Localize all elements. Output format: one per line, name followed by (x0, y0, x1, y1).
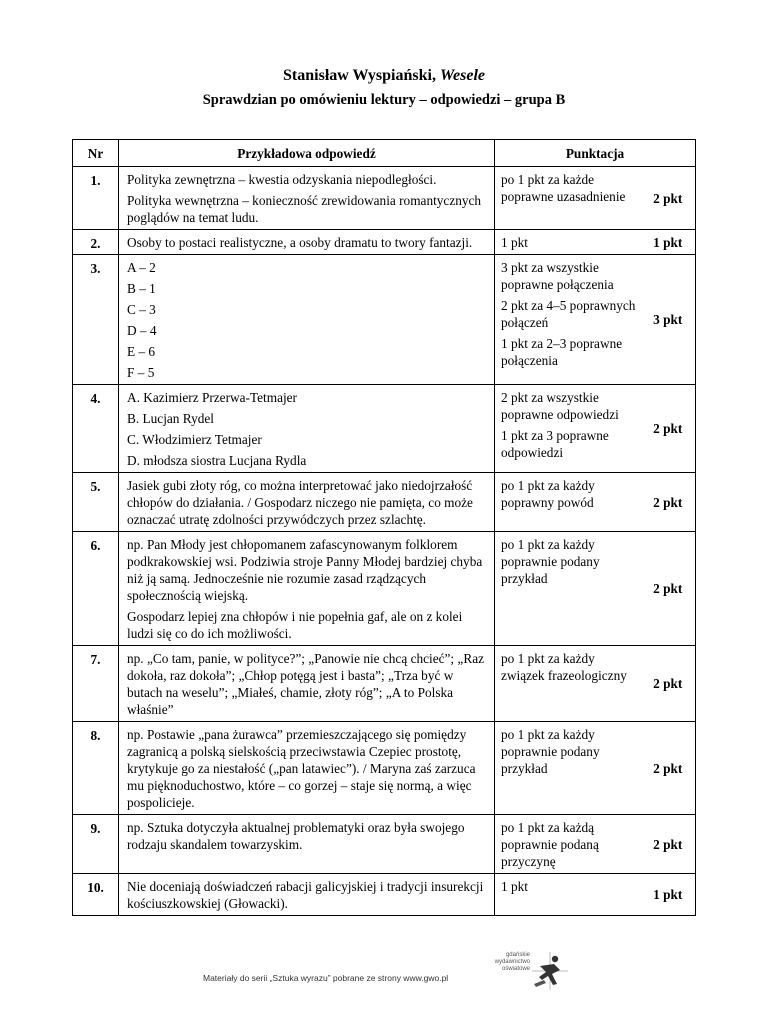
row-number: 8. (73, 722, 119, 815)
header-scoring: Punktacja (495, 140, 696, 167)
document-subtitle: Sprawdzian po omówieniu lektury – odpowiedzi – grupa B (202, 92, 566, 108)
criteria-text: po 1 pkt za każdy związek frazeologiczny (501, 651, 627, 683)
row-number: 10. (73, 874, 119, 916)
answer-cell (119, 473, 495, 532)
answer-cell (119, 532, 495, 646)
footer-text: Materiały do serii „Sztuka wyrazu” pobrane ze strony www.gwo.pl (203, 973, 449, 983)
points-cell: 2 pkt (641, 385, 696, 473)
row-number: 9. (73, 815, 119, 874)
answer-text: Osoby to postaci realistyczne, a osoby dramatu to twory fantazji. (127, 235, 473, 250)
points-cell: 2 pkt (641, 473, 696, 532)
criteria-text: po 1 pkt za każdy poprawnie podany przykład (501, 537, 600, 586)
criteria-cell (495, 722, 641, 815)
publisher-name (468, 952, 530, 973)
row-number: 5. (73, 473, 119, 532)
table-row (73, 532, 696, 646)
publisher-line: oświatowe (501, 966, 530, 972)
answer-text: Jasiek gubi złoty róg, co można interpretować jako niedojrzałość chłopów do działania. / Gospodarz niczego nie pamięta, co może oznaczać utratę zdolności przywódczych przez szlachtę. (127, 478, 473, 527)
table-row (73, 255, 696, 385)
table-row (73, 473, 696, 532)
criteria-cell (495, 385, 641, 473)
criteria-text: 1 pkt (501, 235, 528, 250)
criteria-text: po 1 pkt za każde poprawne uzasadnienie (501, 172, 626, 204)
answer-cell (119, 230, 495, 255)
criteria-cell (495, 167, 641, 230)
row-number: 1. (73, 167, 119, 230)
answer-text: F – 5 (127, 365, 155, 380)
criteria-text: 1 pkt (501, 879, 528, 894)
table-row (73, 646, 696, 722)
answer-text: Polityka zewnętrzna – kwestia odzyskania niepodległości. (127, 172, 437, 187)
criteria-text: po 1 pkt za każdy poprawnie podany przykład (501, 727, 600, 776)
criteria-text: 1 pkt za 2–3 poprawne połączenia (501, 336, 623, 368)
answer-text: A – 2 (127, 260, 156, 275)
table-row (73, 815, 696, 874)
criteria-cell (495, 255, 641, 385)
table-row (73, 167, 696, 230)
criteria-cell (495, 874, 641, 916)
answer-text: E – 6 (127, 344, 156, 359)
work-title: Wesele (439, 67, 485, 84)
answer-text: C. Włodzimierz Tetmajer (127, 432, 262, 447)
table-body (73, 167, 696, 916)
criteria-text: po 1 pkt za każdą poprawnie podaną przyczynę (501, 820, 599, 869)
points-cell: 2 pkt (641, 532, 696, 646)
criteria-cell (495, 473, 641, 532)
table-row (73, 385, 696, 473)
table-header-row (73, 140, 696, 167)
criteria-text: 3 pkt za wszystkie poprawne połączenia (501, 260, 614, 292)
criteria-cell (495, 815, 641, 874)
answer-cell (119, 385, 495, 473)
row-number: 6. (73, 532, 119, 646)
answer-text: np. Postawie „pana żurawca” przemieszczającego się pomiędzy zagranicą a polską sielskością przeciwstawia Czepiec prostotę, krytykuje go za niestałość („pan latawiec”). / Maryna zaś zarzuca mu pięknoduchostwo, które – co gorzej – staje się normą, a więc pospolicieje. (127, 727, 476, 810)
points-cell: 2 pkt (641, 167, 696, 230)
answer-text: D. młodsza siostra Lucjana Rydla (127, 453, 307, 468)
answer-cell (119, 874, 495, 916)
criteria-text: po 1 pkt za każdy poprawny powód (501, 478, 595, 510)
answer-text: B. Lucjan Rydel (127, 411, 214, 426)
answer-text: np. Sztuka dotyczyła aktualnej problematyki oraz była swojego rodzaju skandalem towarzyskim. (127, 820, 465, 852)
points-cell: 2 pkt (641, 646, 696, 722)
points-cell: 1 pkt (641, 230, 696, 255)
row-number: 3. (73, 255, 119, 385)
answers-table (72, 139, 696, 916)
author-name: Stanisław Wyspiański, (283, 67, 436, 84)
header-answer: Przykładowa odpowiedź (119, 140, 495, 167)
header-nr: Nr (73, 140, 119, 167)
answer-cell (119, 255, 495, 385)
answer-text: D – 4 (127, 323, 157, 338)
criteria-text: 1 pkt za 3 poprawne odpowiedzi (501, 428, 609, 460)
publisher-line: gdańskie (505, 952, 530, 958)
publisher-line: wydawnictwo (494, 959, 530, 965)
criteria-text: 2 pkt za wszystkie poprawne odpowiedzi (501, 390, 619, 422)
criteria-text: 2 pkt za 4–5 poprawnych połączeń (501, 298, 636, 330)
criteria-cell (495, 646, 641, 722)
points-cell: 3 pkt (641, 255, 696, 385)
document-title (0, 66, 768, 86)
answer-text: Gospodarz lepiej zna chłopów i nie popełnia gaf, ale on z kolei ludzi się co do ich możliwości. (127, 609, 463, 641)
answer-cell (119, 722, 495, 815)
table-row (73, 230, 696, 255)
table-row (73, 722, 696, 815)
answer-cell (119, 167, 495, 230)
answer-cell (119, 646, 495, 722)
answer-text: Polityka wewnętrzna – konieczność zrewidowania romantycznych poglądów na temat ludu. (127, 193, 482, 225)
row-number: 7. (73, 646, 119, 722)
publisher-logo-icon (530, 950, 570, 992)
answer-cell (119, 815, 495, 874)
answer-text: A. Kazimierz Przerwa-Tetmajer (127, 390, 297, 405)
points-cell: 2 pkt (641, 815, 696, 874)
row-number: 2. (73, 230, 119, 255)
criteria-cell (495, 532, 641, 646)
table-row (73, 874, 696, 916)
answer-text: C – 3 (127, 302, 156, 317)
points-cell: 1 pkt (641, 874, 696, 916)
answer-text: np. Pan Młody jest chłopomanem zafascynowanym folklorem podkrakowskiej wsi. Podziwia stroje Panny Młodej bardziej chyba niż ją samą. Jednocześnie nie rozumie zasad rządzących społecznością wiejską. (127, 537, 483, 603)
answer-text: B – 1 (127, 281, 156, 296)
answer-text: np. „Co tam, panie, w polityce?”; „Panowie nie chcą chcieć”; „Raz dokoła, raz dokoła”; „Chłop potęgą jest i basta”; „Trza być w butach na weselu”; „Miałeś, chamie, złoty róg”; „A to Polska właśnie” (127, 651, 485, 717)
points-cell: 2 pkt (641, 722, 696, 815)
criteria-cell (495, 230, 641, 255)
row-number: 4. (73, 385, 119, 473)
answer-text: Nie doceniają doświadczeń rabacji galicyjskiej i tradycji insurekcji kościuszkowskiej (Głowacki). (127, 879, 484, 911)
